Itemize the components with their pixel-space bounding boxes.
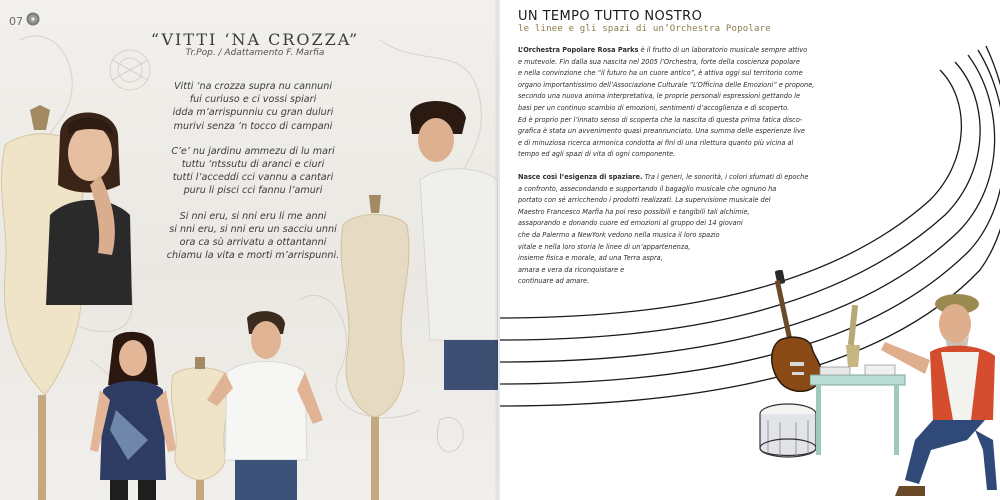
- lyric-line: chiamu la vita e morti m’arrispunni.: [166, 250, 340, 262]
- text-line: a confronto, assecondando e supportando il bagaglio musicale che ognuno ha: [518, 184, 777, 193]
- lyric-line: murivi senza ‘n tocco di campani: [173, 120, 333, 132]
- text-line: [518, 45, 858, 57]
- body-text: [518, 45, 858, 288]
- section-title: UN TEMPO TUTTO NOSTRO: [518, 9, 703, 24]
- text-line: basi per un continuo scambio di emozioni, sentimenti d’accoglienza e di scoperto.: [518, 103, 790, 112]
- lyric-line: Si nni eru, si nni eru li me anni: [179, 210, 327, 222]
- text-line: che da Palermo a NewYork vedono nella musica il loro spazio: [518, 230, 720, 239]
- lyric-line: tutti l’acceddi cci vannu a cantari: [172, 172, 334, 184]
- text-line: continuare ad amare.: [518, 277, 590, 286]
- lyric-line: si nni eru, si nni eru un sacciu unni: [169, 223, 337, 235]
- lyric-line: Vitti ‘na crozza supra nu cannuni: [173, 81, 332, 92]
- lyric-line: idda m’arrispunniu cu gran duluri: [172, 107, 334, 119]
- song-credit: Tr.Pop. / Adattamento F. Marfia: [185, 48, 325, 58]
- lyrics-stanza: [130, 210, 376, 263]
- seated-man-figure: [875, 290, 1000, 500]
- page-number: 07: [9, 15, 23, 28]
- paragraph-lead: L’Orchestra Popolare Rosa Parks: [518, 46, 639, 54]
- text-line: grafica è stata un avvenimento quasi preannunciato. Una summa delle esperienze live: [518, 127, 805, 136]
- right-page: [500, 0, 1000, 500]
- text-line: organo importantissimo dell’Associazione Culturale “L’Officina delle Emozioni” e propone,: [518, 80, 815, 89]
- text-line: vitale e nella loro storia le linee di un’appartenenza,: [518, 242, 691, 251]
- text-line: assaporando e donando cuore ed emozioni al gruppo dei 14 giovani: [518, 219, 743, 228]
- cd-icon: [26, 12, 40, 26]
- section-subtitle: le linee e gli spazi di un’Orchestra Popolare: [518, 24, 771, 34]
- man-white-shirt-figure: [205, 310, 325, 500]
- lyrics-block: [130, 80, 376, 274]
- woman-portrait-figure: [40, 105, 135, 305]
- text-line: Maestro Francesco Marfia ha poi reso possibili e tangibili tali alchimie,: [518, 207, 750, 216]
- lyric-line: C’e’ nu jardinu ammezu di lu mari: [171, 145, 335, 157]
- text-line: tempo ed agli spazi di vita di ogni componente.: [518, 150, 676, 159]
- text-line-content: è il frutto di un laboratorio musicale sempre attivo: [638, 46, 808, 54]
- text-line: e nella convinzione che “il futuro ha un cuore antico”, è attiva oggi sul territorio come: [518, 69, 803, 78]
- text-line: insieme fisica e morale, ad una Terra aspra,: [518, 254, 663, 263]
- man-standing-figure: [400, 100, 498, 390]
- lyric-line: puru li pisci cci fannu l’amuri: [183, 185, 323, 197]
- text-line: Ed è proprio per l’innato senso di scoperta che la nascita di questa prima fatica disco-: [518, 115, 803, 124]
- text-line: secondo una nuova anima interpretativa, le proprie personali espressioni gettando le: [518, 92, 801, 101]
- text-line: e mutevole. Fin dalla sua nascita nel 2005 l’Orchestra, forte della coscienza popolare: [518, 57, 800, 66]
- song-title: “VITTI ‘NA CROZZA”: [150, 30, 360, 49]
- text-line: portato con sé arricchendo i prodotti realizzati. La supervisione musicale del: [518, 196, 771, 205]
- paragraph-lead: Nasce così l’esigenza di spaziare.: [518, 172, 643, 181]
- text-line: amara e vera da riconquistare e: [518, 265, 625, 274]
- text-line: e di minuziosa ricerca armonica condotta ai fini di una rilettura quanto più vicina al: [518, 138, 794, 147]
- left-page: [0, 0, 498, 500]
- lyrics-stanza: [130, 80, 376, 133]
- snare-drum-image: [758, 400, 818, 465]
- lyric-line: ora ca sù arrivatu a ottantanni: [179, 237, 327, 249]
- lyric-line: tuttu ‘ntssutu di aranci e ciuri: [181, 159, 325, 171]
- lyric-line: fui curiuso e ci vossi spiari: [189, 94, 317, 106]
- text-line-content: Tra i generi, le sonorità, i colori sfumati di epoche: [642, 172, 809, 181]
- paragraph-gap: [518, 161, 858, 172]
- text-line: [518, 172, 858, 184]
- lyrics-stanza: [130, 145, 376, 198]
